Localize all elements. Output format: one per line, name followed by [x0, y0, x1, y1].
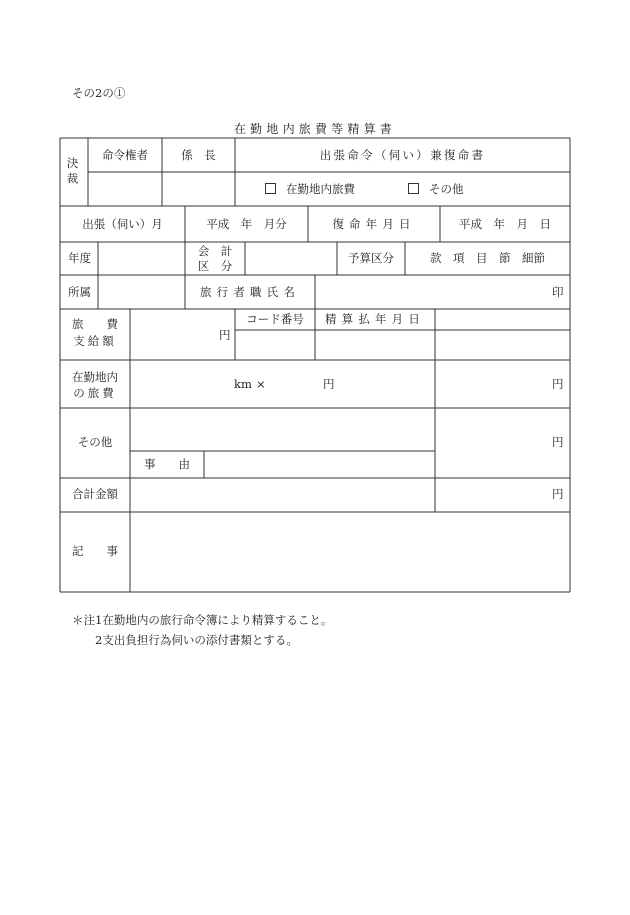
local-travel-yen-unit: 円 — [552, 377, 564, 391]
checkbox-icon[interactable] — [265, 183, 276, 194]
trip-month-label: 出張（伺い）月 — [82, 217, 163, 231]
other-expenses-field[interactable] — [130, 408, 435, 451]
total-amount-field[interactable] — [435, 478, 547, 512]
department-label: 所属 — [68, 285, 91, 299]
form-number: その2の① — [72, 86, 126, 100]
approval-label: 決裁 — [65, 157, 80, 188]
order-title: 出張命令（伺い）兼復命書 — [319, 148, 486, 162]
department-field[interactable] — [98, 275, 185, 309]
traveler-name-label: 旅行者職氏名 — [199, 285, 301, 299]
local-travel-amount-field[interactable] — [435, 360, 547, 408]
unit-price-yen: 円 — [323, 377, 335, 391]
chief-column-label: 係 長 — [181, 148, 216, 162]
settlement-date-label: 精算払年月日 — [324, 312, 426, 326]
report-date-value[interactable]: 平成 年 月 日 — [459, 217, 551, 231]
account-label-top: 会 計 — [197, 244, 233, 258]
other-option-label: その他 — [429, 182, 464, 196]
account-field[interactable] — [245, 242, 337, 275]
chief-stamp-cell[interactable] — [162, 172, 235, 206]
km-unit: km — [234, 377, 252, 391]
note-line-1: ＊注1在勤地内の旅行命令簿により精算すること。 — [72, 613, 333, 627]
total-yen-unit: 円 — [552, 487, 564, 501]
budget-category-label: 予算区分 — [348, 251, 394, 265]
payment-label-top: 旅 費 — [72, 317, 118, 331]
other-option[interactable] — [408, 183, 464, 196]
approver-stamp-cell[interactable] — [88, 172, 162, 206]
budget-items-label: 款 項 目 節 細節 — [430, 251, 545, 265]
approver-column-label: 命令権者 — [102, 148, 148, 162]
reason-label: 事 由 — [144, 457, 190, 471]
form-title: 在勤地内旅費等精算書 — [233, 122, 396, 136]
fiscal-year-field[interactable] — [98, 242, 185, 275]
payment-amount-field[interactable] — [130, 309, 220, 360]
settlement-date-field[interactable] — [315, 330, 435, 360]
fiscal-year-label: 年度 — [68, 251, 91, 265]
seal-mark: 印 — [552, 285, 564, 299]
trip-month-value[interactable]: 平成 年 月分 — [206, 217, 287, 231]
report-date-label: 復命年月日 — [332, 217, 416, 231]
code-number-field[interactable] — [235, 330, 315, 360]
local-travel-option[interactable] — [265, 183, 355, 196]
total-amount-label: 合計金額 — [72, 487, 118, 501]
remarks-label: 記 事 — [72, 544, 118, 558]
other-expenses-label: その他 — [77, 435, 113, 449]
checkbox-icon[interactable] — [408, 183, 419, 194]
multiply-sign: × — [256, 377, 266, 391]
other-yen-unit: 円 — [552, 435, 564, 449]
reason-field[interactable] — [204, 451, 435, 478]
local-travel-option-label: 在勤地内旅費 — [286, 182, 355, 196]
traveler-name-field[interactable] — [315, 275, 545, 309]
code-number-label: コード番号 — [246, 312, 304, 326]
payment-yen-unit: 円 — [219, 328, 231, 342]
local-travel-label-bottom: の旅費 — [73, 386, 117, 400]
remarks-field[interactable] — [130, 512, 570, 592]
account-label-bottom: 区 分 — [197, 259, 233, 273]
local-travel-label-top: 在勤地内 — [72, 370, 118, 384]
note-line-2: 2支出負担行為伺いの添付書類とする。 — [95, 633, 298, 647]
payment-label-bottom: 支給額 — [73, 334, 117, 348]
